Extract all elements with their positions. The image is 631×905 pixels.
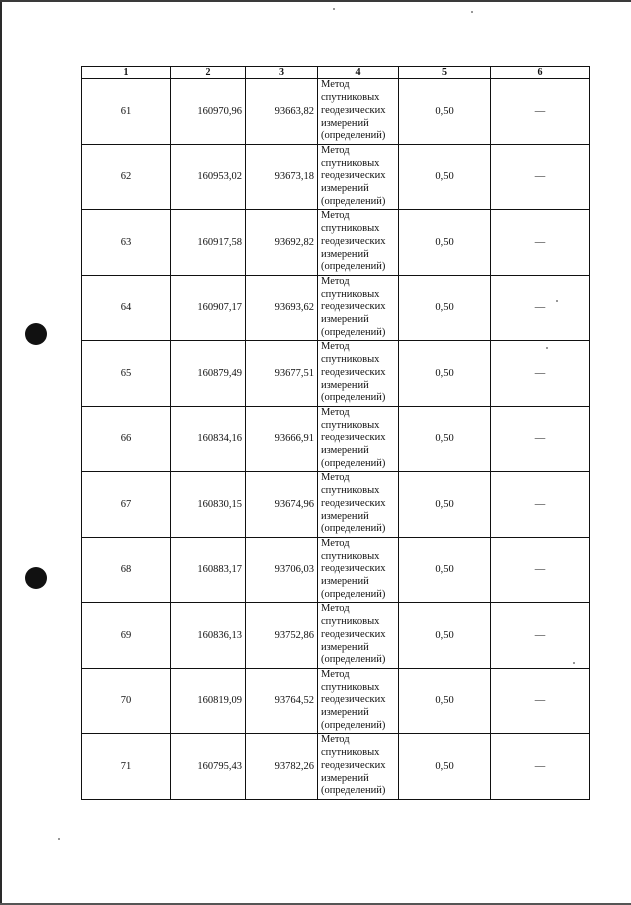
method-cell	[318, 406, 399, 472]
point-number-cell: 63	[82, 210, 171, 276]
method-cell	[318, 603, 399, 669]
table-row	[82, 144, 590, 210]
x-coordinate-cell: 160819,09	[171, 668, 246, 734]
method-line: Метод	[321, 144, 350, 156]
accuracy-cell: 0,50	[399, 603, 491, 669]
accuracy-cell: 0,50	[399, 734, 491, 800]
method-line: Метод	[321, 275, 350, 287]
method-cell	[318, 275, 399, 341]
point-number-cell: 62	[82, 144, 171, 210]
table-row	[82, 79, 590, 145]
note-cell: —	[491, 406, 590, 472]
point-number-cell: 65	[82, 341, 171, 407]
method-line: Метод	[321, 668, 350, 680]
scan-left-edge	[0, 0, 2, 905]
method-line: измерений	[321, 379, 369, 391]
method-line: (определений)	[321, 130, 386, 142]
method-line: геодезических	[321, 104, 386, 116]
method-line: Метод	[321, 734, 350, 746]
note-cell: —	[491, 79, 590, 145]
method-line: Метод	[321, 603, 350, 615]
accuracy-cell: 0,50	[399, 668, 491, 734]
x-coordinate-cell: 160879,49	[171, 341, 246, 407]
method-line: спутниковых	[321, 157, 380, 169]
y-coordinate-cell: 93673,18	[246, 144, 318, 210]
point-number-cell: 71	[82, 734, 171, 800]
point-number-cell: 67	[82, 472, 171, 538]
method-line: (определений)	[321, 785, 386, 797]
method-cell	[318, 79, 399, 145]
table-row	[82, 734, 590, 800]
method-line: измерений	[321, 117, 369, 129]
x-coordinate-cell: 160883,17	[171, 537, 246, 603]
method-line: измерений	[321, 641, 369, 653]
accuracy-cell: 0,50	[399, 275, 491, 341]
table-row	[82, 406, 590, 472]
method-line: (определений)	[321, 195, 386, 207]
point-number-cell: 69	[82, 603, 171, 669]
note-cell: —	[491, 210, 590, 276]
point-number-cell: 66	[82, 406, 171, 472]
point-number-cell: 64	[82, 275, 171, 341]
note-cell: —	[491, 275, 590, 341]
scan-speck	[471, 11, 473, 13]
column-header: 3	[246, 67, 318, 79]
method-cell	[318, 210, 399, 276]
method-line: измерений	[321, 576, 369, 588]
method-line: спутниковых	[321, 288, 380, 300]
method-line: (определений)	[321, 523, 386, 535]
note-cell: —	[491, 668, 590, 734]
table-row	[82, 210, 590, 276]
note-cell: —	[491, 472, 590, 538]
table-row	[82, 472, 590, 538]
method-line: спутниковых	[321, 550, 380, 562]
method-line: измерений	[321, 707, 369, 719]
y-coordinate-cell: 93752,86	[246, 603, 318, 669]
method-line: геодезических	[321, 366, 386, 378]
accuracy-cell: 0,50	[399, 79, 491, 145]
method-cell	[318, 734, 399, 800]
x-coordinate-cell: 160970,96	[171, 79, 246, 145]
scan-speck	[58, 838, 60, 840]
table-row	[82, 603, 590, 669]
x-coordinate-cell: 160953,02	[171, 144, 246, 210]
method-line: (определений)	[321, 326, 386, 338]
method-line: спутниковых	[321, 419, 380, 431]
y-coordinate-cell: 93782,26	[246, 734, 318, 800]
method-line: Метод	[321, 210, 350, 222]
method-line: (определений)	[321, 588, 386, 600]
method-line: Метод	[321, 406, 350, 418]
method-line: (определений)	[321, 392, 386, 404]
method-line: (определений)	[321, 261, 386, 273]
x-coordinate-cell: 160834,16	[171, 406, 246, 472]
accuracy-cell: 0,50	[399, 210, 491, 276]
point-number-cell: 70	[82, 668, 171, 734]
method-line: Метод	[321, 472, 350, 484]
y-coordinate-cell: 93674,96	[246, 472, 318, 538]
method-line: измерений	[321, 772, 369, 784]
method-line: Метод	[321, 79, 350, 91]
x-coordinate-cell: 160907,17	[171, 275, 246, 341]
punch-hole-upper	[25, 323, 47, 345]
method-cell	[318, 668, 399, 734]
method-line: геодезических	[321, 497, 386, 509]
y-coordinate-cell: 93692,82	[246, 210, 318, 276]
method-line: (определений)	[321, 654, 386, 666]
method-line: геодезических	[321, 563, 386, 575]
method-line: геодезических	[321, 759, 386, 771]
method-line: спутниковых	[321, 681, 380, 693]
accuracy-cell: 0,50	[399, 341, 491, 407]
x-coordinate-cell: 160836,13	[171, 603, 246, 669]
method-line: спутниковых	[321, 223, 380, 235]
point-number-cell: 68	[82, 537, 171, 603]
table-row	[82, 537, 590, 603]
point-number-cell: 61	[82, 79, 171, 145]
scan-top-edge	[0, 0, 631, 2]
note-cell: —	[491, 341, 590, 407]
method-line: (определений)	[321, 457, 386, 469]
method-line: геодезических	[321, 170, 386, 182]
method-line: измерений	[321, 445, 369, 457]
method-line: спутниковых	[321, 485, 380, 497]
y-coordinate-cell: 93677,51	[246, 341, 318, 407]
method-cell	[318, 341, 399, 407]
method-line: спутниковых	[321, 92, 380, 104]
y-coordinate-cell: 93706,03	[246, 537, 318, 603]
method-line: измерений	[321, 248, 369, 260]
x-coordinate-cell: 160795,43	[171, 734, 246, 800]
coordinates-table	[81, 66, 590, 800]
method-cell	[318, 144, 399, 210]
column-header: 5	[399, 67, 491, 79]
table-header-row	[82, 67, 590, 79]
y-coordinate-cell: 93666,91	[246, 406, 318, 472]
table-row	[82, 341, 590, 407]
method-line: Метод	[321, 537, 350, 549]
method-line: спутниковых	[321, 616, 380, 628]
x-coordinate-cell: 160917,58	[171, 210, 246, 276]
method-line: геодезических	[321, 628, 386, 640]
column-header: 4	[318, 67, 399, 79]
method-line: измерений	[321, 510, 369, 522]
method-line: геодезических	[321, 694, 386, 706]
method-line: спутниковых	[321, 354, 380, 366]
y-coordinate-cell: 93693,62	[246, 275, 318, 341]
punch-hole-lower	[25, 567, 47, 589]
accuracy-cell: 0,50	[399, 406, 491, 472]
y-coordinate-cell: 93663,82	[246, 79, 318, 145]
note-cell: —	[491, 734, 590, 800]
method-line: геодезических	[321, 301, 386, 313]
accuracy-cell: 0,50	[399, 472, 491, 538]
y-coordinate-cell: 93764,52	[246, 668, 318, 734]
method-line: (определений)	[321, 719, 386, 731]
table-row	[82, 668, 590, 734]
column-header: 1	[82, 67, 171, 79]
method-cell	[318, 537, 399, 603]
note-cell: —	[491, 144, 590, 210]
x-coordinate-cell: 160830,15	[171, 472, 246, 538]
note-cell: —	[491, 537, 590, 603]
method-line: измерений	[321, 183, 369, 195]
accuracy-cell: 0,50	[399, 144, 491, 210]
column-header: 2	[171, 67, 246, 79]
note-cell: —	[491, 603, 590, 669]
table-row	[82, 275, 590, 341]
method-cell	[318, 472, 399, 538]
scan-speck	[333, 8, 335, 10]
column-header: 6	[491, 67, 590, 79]
method-line: геодезических	[321, 235, 386, 247]
method-line: Метод	[321, 341, 350, 353]
method-line: геодезических	[321, 432, 386, 444]
method-line: измерений	[321, 314, 369, 326]
method-line: спутниковых	[321, 747, 380, 759]
accuracy-cell: 0,50	[399, 537, 491, 603]
